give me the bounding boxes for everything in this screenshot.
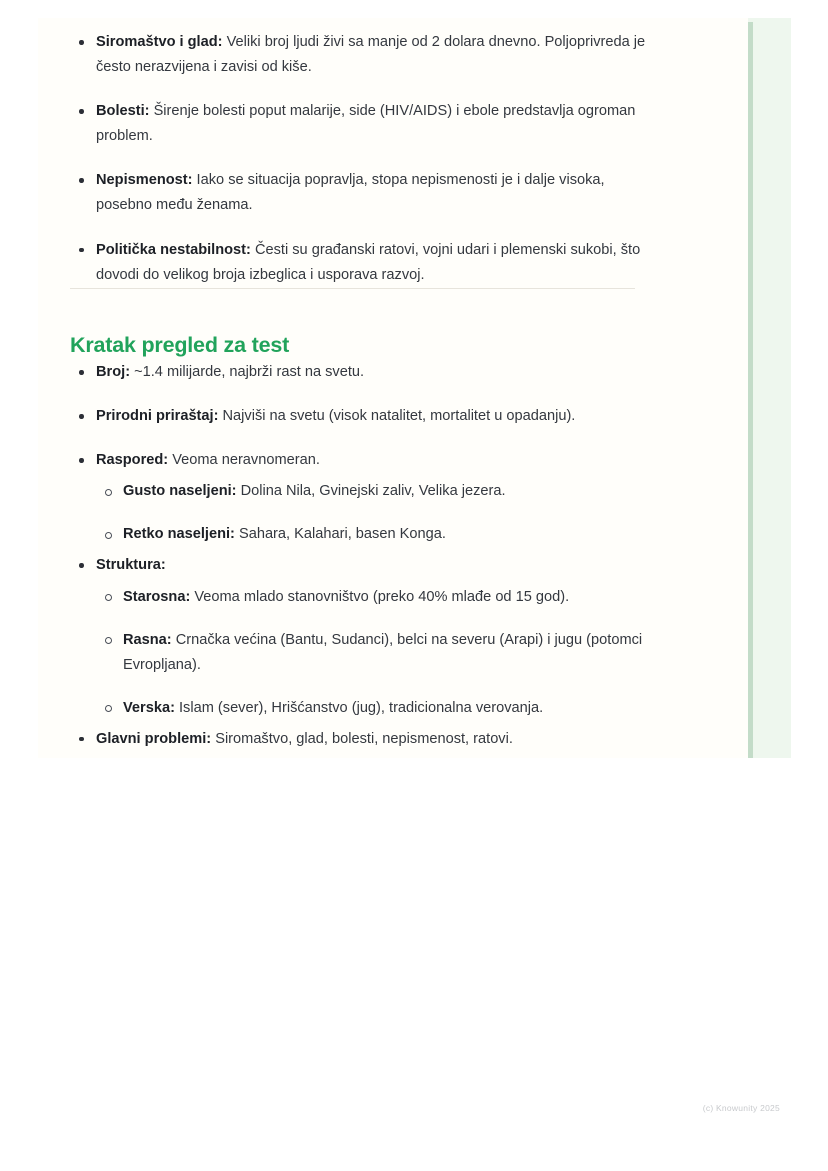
list-item-text: Crnačka većina (Bantu, Sudanci), belci na severu (Arapi) i jugu (potomci Evropljana). <box>123 631 643 673</box>
list-item <box>70 448 650 547</box>
list-item-label: Raspored: <box>96 452 169 469</box>
list-item-text: Veoma neravnomeran. <box>168 452 320 469</box>
summary-section <box>70 360 650 771</box>
list-item <box>96 696 650 721</box>
decorative-side-band <box>748 18 791 758</box>
list-item <box>96 522 650 547</box>
list-item-text: Islam (sever), Hrišćanstvo (jug), tradicionalna verovanja. <box>174 699 544 716</box>
page-title: Kratak pregled za test <box>70 332 290 357</box>
list-item-text: Širenje bolesti poput malarije, side (HIV/AIDS) i ebole predstavlja ogroman problem. <box>96 103 636 145</box>
list-item <box>70 360 650 385</box>
list-item-label: Rasna: <box>123 631 172 648</box>
decorative-side-band-accent <box>748 22 753 758</box>
list-item-label: Broj: <box>96 364 131 380</box>
nested-list <box>96 479 650 547</box>
list-item <box>70 404 650 429</box>
list-item <box>70 168 650 218</box>
list-item <box>96 479 650 504</box>
list-item <box>96 585 650 610</box>
list-item <box>70 30 650 80</box>
list-item <box>70 99 650 149</box>
nested-list <box>96 585 650 721</box>
list-item-label: Politička nestabilnost: <box>96 241 251 258</box>
list-item <box>70 238 650 288</box>
list-item-label: Retko naseljeni: <box>123 526 235 543</box>
list-item-text: Česti su građanski ratovi, vojni udari i plemenski sukobi, što dovodi do velikog broja izbeglica i usporava razvoj. <box>96 241 641 283</box>
list-item-text: Siromaštvo, glad, bolesti, nepismenost, ratovi. <box>211 730 513 747</box>
list-item-text: Najviši na svetu (visok natalitet, mortalitet u opadanju). <box>218 408 576 425</box>
list-item-label: Prirodni priraštaj: <box>96 408 219 425</box>
list-item-text: Iako se situacija popravlja, stopa nepismenosti je i dalje visoka, posebno među ženama. <box>96 172 605 214</box>
problems-list <box>70 30 650 288</box>
list-item-label: Bolesti: <box>96 103 150 120</box>
list-item <box>70 553 650 720</box>
list-item-label: Starosna: <box>123 588 191 605</box>
list-item-text: Sahara, Kalahari, basen Konga. <box>234 526 446 543</box>
list-item <box>70 727 650 752</box>
list-item <box>96 628 650 678</box>
section-divider <box>70 288 635 289</box>
list-item-label: Verska: <box>123 699 175 716</box>
list-item-label: Gusto naseljeni: <box>123 483 237 500</box>
copyright-watermark: (c) Knowunity 2025 <box>702 1103 780 1113</box>
list-item-text: ~1.4 milijarde, najbrži rast na svetu. <box>130 364 365 380</box>
list-item-text: Veliki broj ljudi živi sa manje od 2 dolara dnevno. Poljoprivreda je često nerazvijena i zavisi od kiše. <box>96 34 646 76</box>
list-item-label: Glavni problemi: <box>96 730 212 747</box>
summary-list <box>70 360 650 752</box>
list-item-label: Siromaštvo i glad: <box>96 34 223 50</box>
list-item-label: Struktura: <box>96 557 166 574</box>
list-item-text: Dolina Nila, Gvinejski zaliv, Velika jezera. <box>236 483 506 500</box>
problems-section <box>70 30 650 307</box>
list-item-label: Nepismenost: <box>96 172 193 189</box>
list-item-text: Veoma mlado stanovništvo (preko 40% mlađe od 15 god). <box>190 588 570 605</box>
